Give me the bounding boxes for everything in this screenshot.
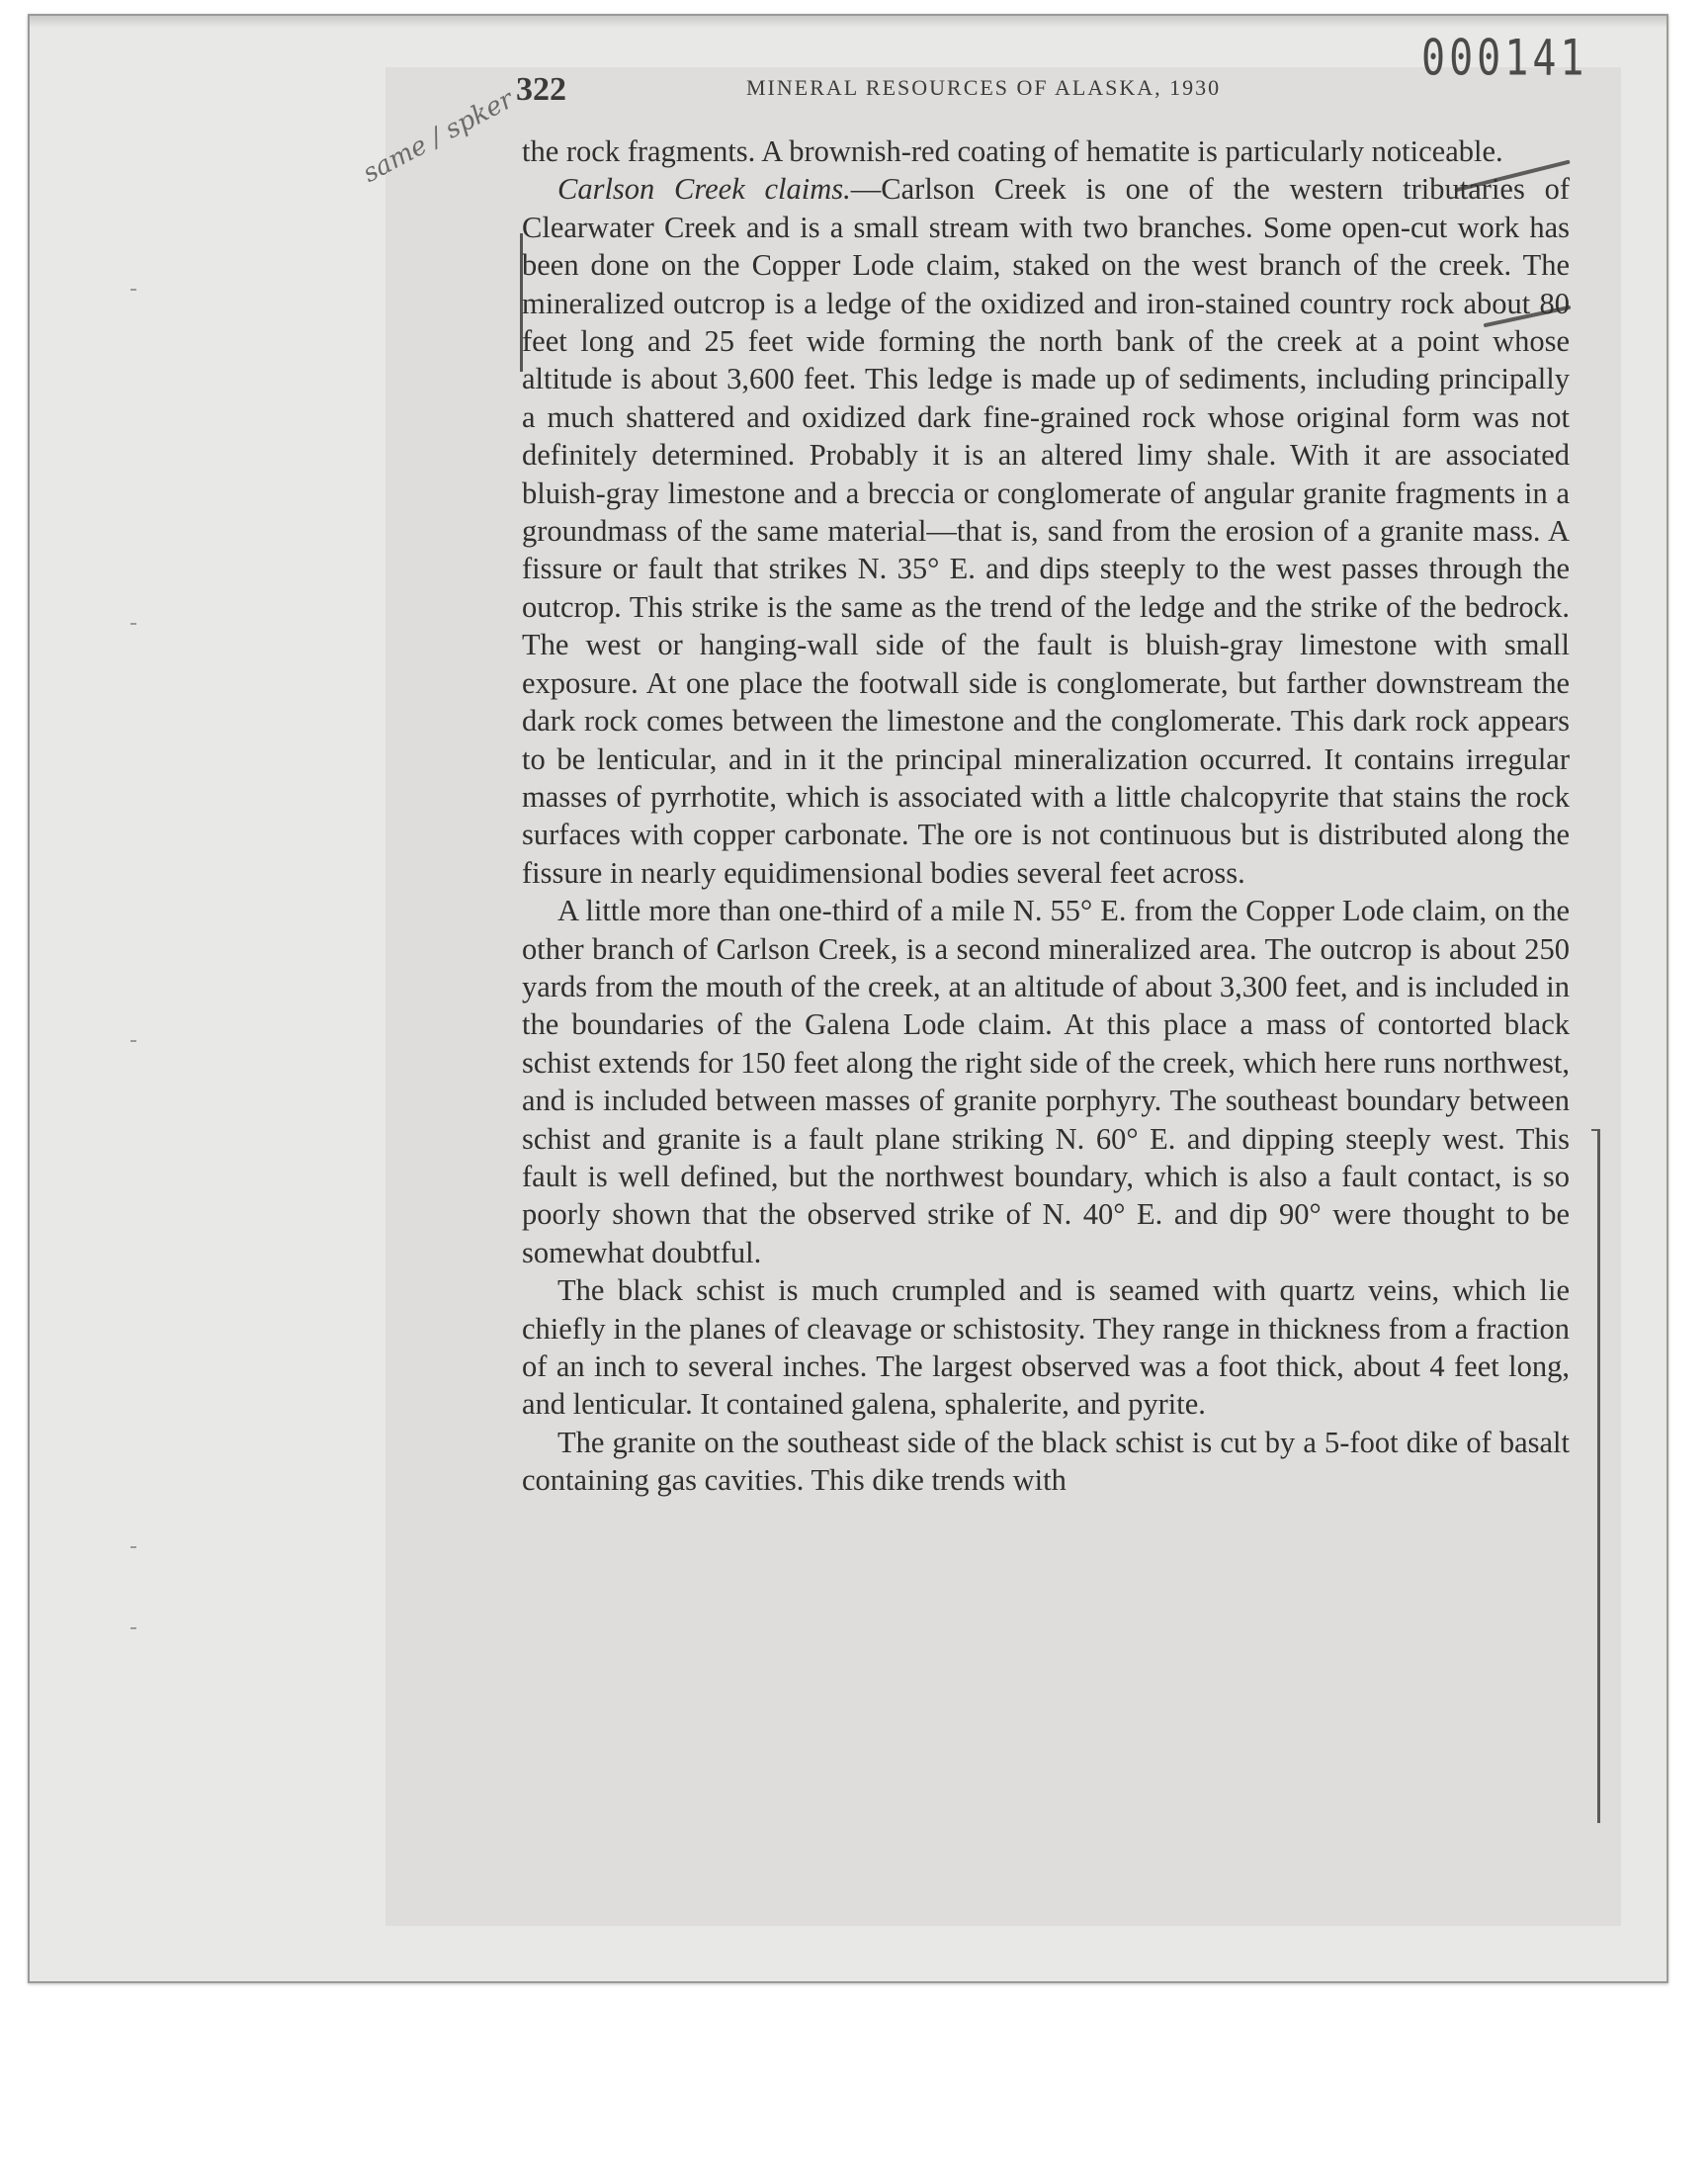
section-heading: Carlson Creek claims. (557, 172, 851, 207)
pencil-side-bracket-mark (1591, 1129, 1600, 1823)
margin-tick (130, 1040, 136, 1042)
paragraph: The granite on the southeast side of the black schist is cut by a 5-foot dike of basalt containing gas cavities. This dike trends with (522, 1425, 1570, 1498)
margin-tick (130, 1546, 136, 1548)
margin-tick (130, 1627, 136, 1629)
page-number: 322 (516, 71, 566, 108)
body-text (522, 132, 1570, 1500)
paragraph: The black schist is much crumpled and is seamed with quartz veins, which lie chiefly in the planes of cleavage or schistosity. They range in thickness from a fraction of an inch to several inches. The largest observed was a foot thick, about 4 feet long, and lenticular. It contained galena, sphalerite, and pyrite. (522, 1273, 1570, 1422)
paragraph: A little more than one-third of a mile N. 55° E. from the Copper Lode claim, on the other branch of Carlson Creek, is a second mineralized area. The outcrop is about 250 yards from the mouth of the creek, at an altitude of about 3,300 feet, and is included in the boundaries of the Galena Lode claim. At this place a mass of contorted black schist extends for 150 feet along the right side of the creek, which here runs northwest, and is included between masses of granite porphyry. The southeast boundary between schist and granite is a fault plane striking N. 60° E. and dipping steeply west. This fault is well defined, but the northwest boundary, which is also a fault contact, is so poorly shown that the observed strike of N. 40° E. and dip 90° were thought to be somewhat doubtful. (522, 894, 1570, 1269)
handwritten-margin-note: same / spker (358, 84, 519, 189)
running-head: MINERAL RESOURCES OF ALASKA, 1930 (746, 75, 1222, 100)
sheet-top-edge (30, 16, 1666, 28)
margin-tick (130, 289, 136, 291)
paragraph: the rock fragments. A brownish-red coating of hematite is particularly noticeable. (522, 134, 1503, 168)
document-stamp-number: 000141 (1421, 30, 1588, 87)
paragraph (522, 170, 1570, 892)
paragraph-text: —Carlson Creek is one of the western tributaries of Clearwater Creek and is a small stream with two branches. Some open-cut work has been done on the Copper Lode claim, staked on the west branch of the creek. The mineralized outcrop is a ledge of the oxidized and iron-stained country rock about 80 feet long and 25 feet wide forming the north bank of the creek at a point whose altitude is about 3,600 feet. This ledge is made up of sediments, including principally a much shattered and oxidized dark fine-grained rock whose original form was not definitely determined. Probably it is an altered limy shale. With it are associated bluish-gray limestone and a breccia or conglomerate of angular granite fragments in a groundmass of the same material—that is, sand from the erosion of a granite mass. A fissure or fault that strikes N. 35° E. and dips steeply to the west passes through the outcrop. This strike is the same as the trend of the ledge and the strike of the bedrock. The west or hanging-wall side of the fault is bluish-gray limestone with small exposure. At one place the footwall side is conglomerate, but farther downstream the dark rock comes between the limestone and the conglomerate. This dark rock appears to be lenticular, and in it the principal mineralization occurred. It contains irregular masses of pyrrhotite, which is associated with a little chalcopyrite that stains the rock surfaces with copper carbonate. The ore is not continuous but is distributed along the fissure in nearly equidimensional bodies several feet across. (522, 172, 1570, 890)
margin-tick (130, 623, 136, 625)
